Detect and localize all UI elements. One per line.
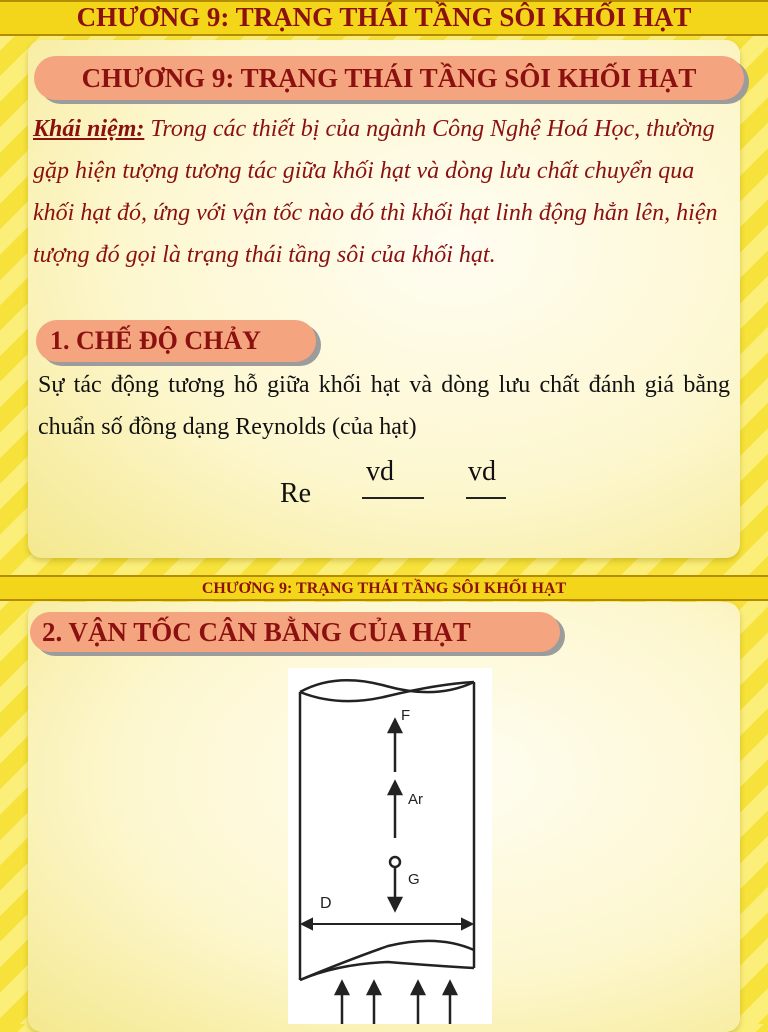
flow-arrow-icon: [444, 982, 456, 994]
concept-paragraph: [33, 108, 738, 276]
formula-re: Re: [280, 478, 312, 509]
label-d: D: [320, 895, 332, 912]
slide2-top-band: CHƯƠNG 9: TRẠNG THÁI TẦNG SÔI KHỐI HẠT: [0, 575, 768, 601]
arrow-up-icon: [389, 782, 401, 794]
label-g: G: [408, 871, 420, 888]
fraction-bar-1: [362, 497, 424, 499]
concept-label: Khái niệm:: [33, 116, 145, 142]
arrow-down-icon: [389, 898, 401, 910]
section1-paragraph: Sự tác động tương hỗ giữa khối hạt và dòng lưu chất đánh giá bằng chuẩn số đồng dạng Reynolds (của hạt): [38, 372, 730, 440]
concept-text: Trong các thiết bị của ngành Công Nghệ Hoá Học, thường gặp hiện tượng tương tác giữa khối hạt và dòng lưu chất chuyển qua khối hạt đó, ứng với vận tốc nào đó thì khối hạt linh động hẳn lên, hiện tượng đó gọi là trạng thái tầng sôi của khối hạt.: [33, 116, 718, 268]
flow-arrow-icon: [412, 982, 424, 994]
label-f: F: [401, 707, 411, 724]
particle-force-diagram: [288, 668, 492, 1024]
column-bottom-wave-front: [300, 941, 474, 980]
force-g-arrow: [389, 868, 401, 910]
diameter-indicator: [302, 919, 472, 929]
force-diagram-svg: [288, 668, 492, 1024]
flow-arrows: [336, 982, 456, 1024]
label-ar: Ar: [408, 791, 423, 808]
column-outline: [300, 680, 474, 980]
formula-numerator-1: vd: [366, 456, 394, 487]
slide1-top-band: CHƯƠNG 9: TRẠNG THÁI TẦNG SÔI KHỐI HẠT: [0, 0, 768, 36]
flow-arrow-icon: [336, 982, 348, 994]
column-top-wave-front: [300, 680, 474, 692]
slide1-title-banner: CHƯƠNG 9: TRẠNG THÁI TẦNG SÔI KHỐI HẠT: [34, 56, 744, 100]
force-ar-arrow: [389, 782, 401, 838]
force-f-arrow: [389, 720, 401, 772]
fraction-bar-2: [466, 497, 506, 499]
section2-heading: 2. VẬN TỐC CÂN BẰNG CỦA HẠT: [30, 612, 560, 652]
arrow-left-icon: [302, 919, 312, 929]
arrow-right-icon: [462, 919, 472, 929]
column-bottom-wave-back: [300, 962, 474, 980]
section1-heading: 1. CHẾ ĐỘ CHẢY: [36, 320, 316, 362]
formula-numerator-2: vd: [468, 456, 496, 487]
particle-icon: [390, 857, 400, 867]
flow-arrow-icon: [368, 982, 380, 994]
arrow-up-icon: [389, 720, 401, 732]
